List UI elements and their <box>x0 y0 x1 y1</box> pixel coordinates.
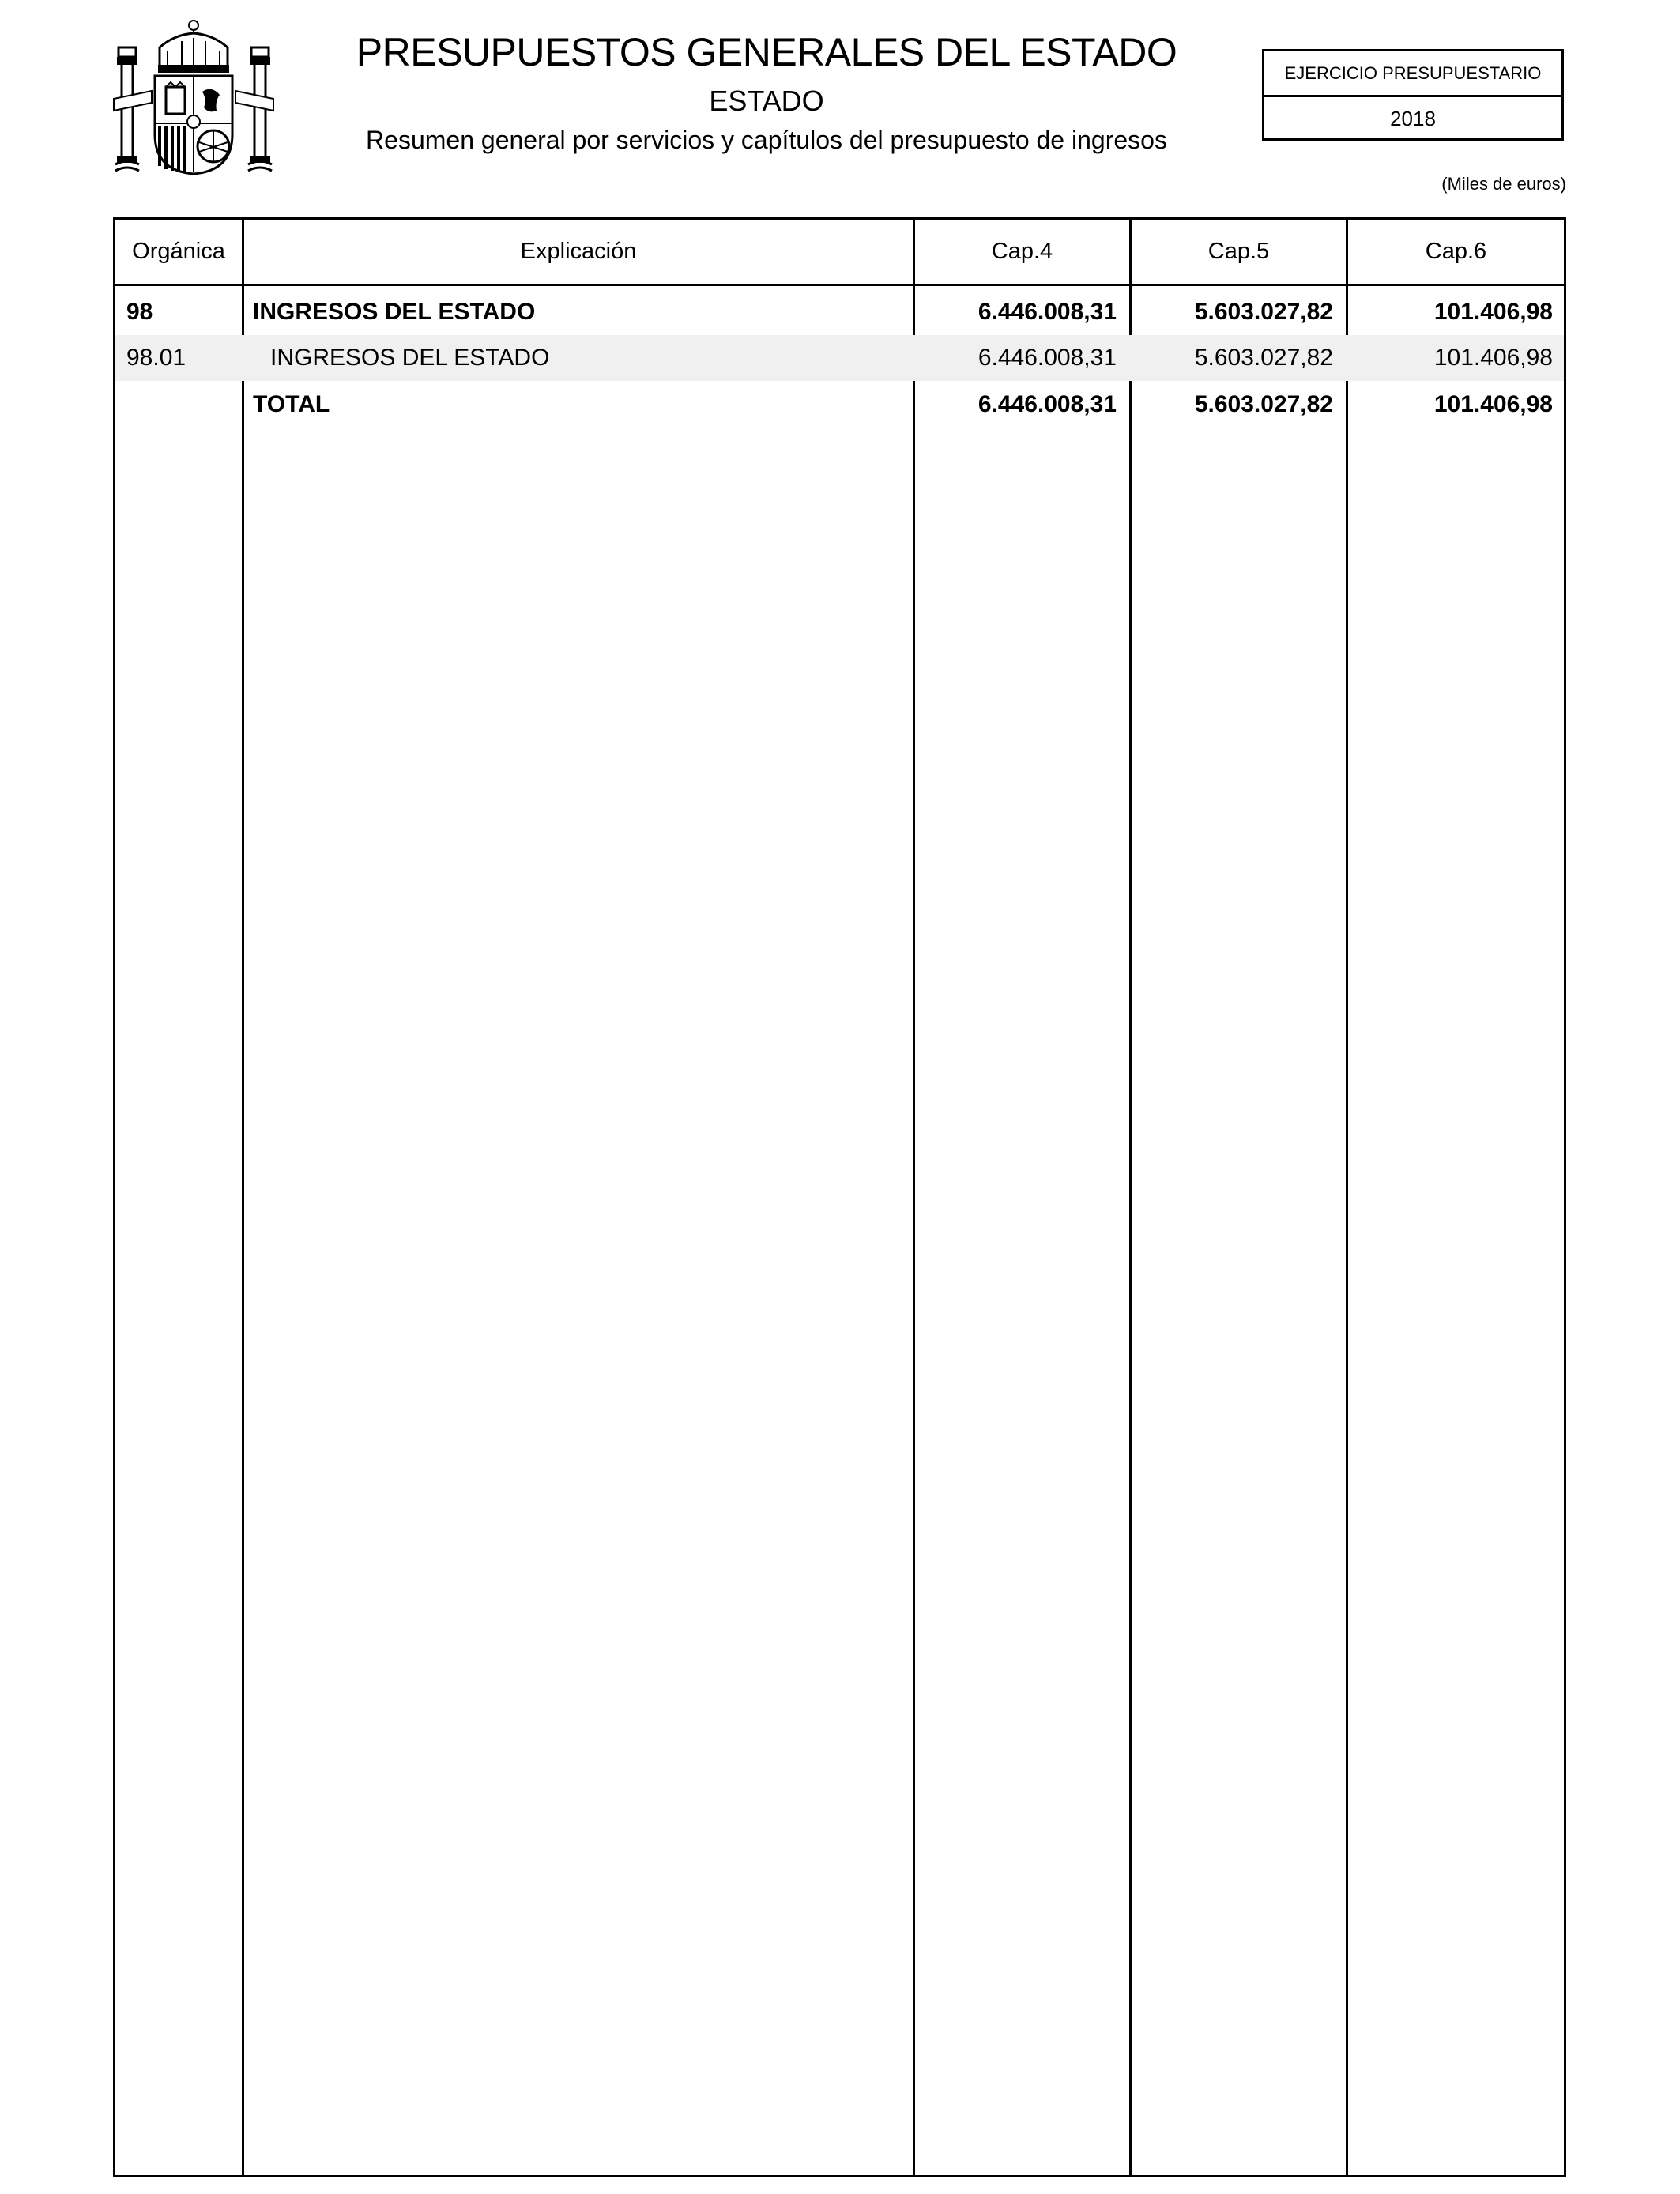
column-header-explicacion: Explicación <box>520 239 637 264</box>
column-header-cap5: Cap.5 <box>1207 239 1270 264</box>
document-title: PRESUPUESTOS GENERALES DEL ESTADO <box>356 30 1177 74</box>
table-row <box>115 289 1564 335</box>
ejercicio-box <box>1262 49 1564 141</box>
column-divider <box>242 217 244 2177</box>
cap5-cell: 5.603.027,82 <box>1194 391 1333 417</box>
organica-cell: 98.01 <box>126 345 186 371</box>
ejercicio-label: EJERCICIO PRESUPUESTARIO <box>1264 51 1561 97</box>
table-row <box>115 335 1564 381</box>
column-header-organica: Orgánica <box>132 239 225 264</box>
units-note: (Miles de euros) <box>1441 174 1566 194</box>
column-header-cap4: Cap.4 <box>991 239 1053 264</box>
cap5-cell: 5.603.027,82 <box>1194 345 1333 371</box>
ejercicio-value: 2018 <box>1390 107 1436 130</box>
cap4-cell: 6.446.008,31 <box>977 299 1117 325</box>
column-divider <box>1346 217 1348 2177</box>
explicacion-cell: TOTAL <box>253 391 330 417</box>
cap6-cell: 101.406,98 <box>1433 299 1553 325</box>
header-rule <box>113 284 1566 286</box>
column-header-cap6: Cap.6 <box>1425 239 1487 264</box>
cap5-cell: 5.603.027,82 <box>1194 299 1333 325</box>
explicacion-cell: INGRESOS DEL ESTADO <box>270 345 550 371</box>
budget-table <box>113 217 1566 2177</box>
cap6-cell: 101.406,98 <box>1433 345 1553 371</box>
document-header <box>300 24 1233 158</box>
column-divider <box>1129 217 1132 2177</box>
cap6-cell: 101.406,98 <box>1433 391 1553 417</box>
coat-of-arms-of-spain-icon <box>111 16 277 178</box>
document-description: Resumen general por servicios y capítulos del presupuesto de ingresos <box>366 126 1167 154</box>
organica-cell: 98 <box>126 299 153 325</box>
cap4-cell: 6.446.008,31 <box>977 345 1117 371</box>
explicacion-cell: INGRESOS DEL ESTADO <box>253 299 536 325</box>
table-row-total <box>115 382 1564 428</box>
column-divider <box>913 217 915 2177</box>
document-subtitle: ESTADO <box>709 85 824 117</box>
cap4-cell: 6.446.008,31 <box>977 391 1117 417</box>
organica-cell <box>126 382 237 428</box>
